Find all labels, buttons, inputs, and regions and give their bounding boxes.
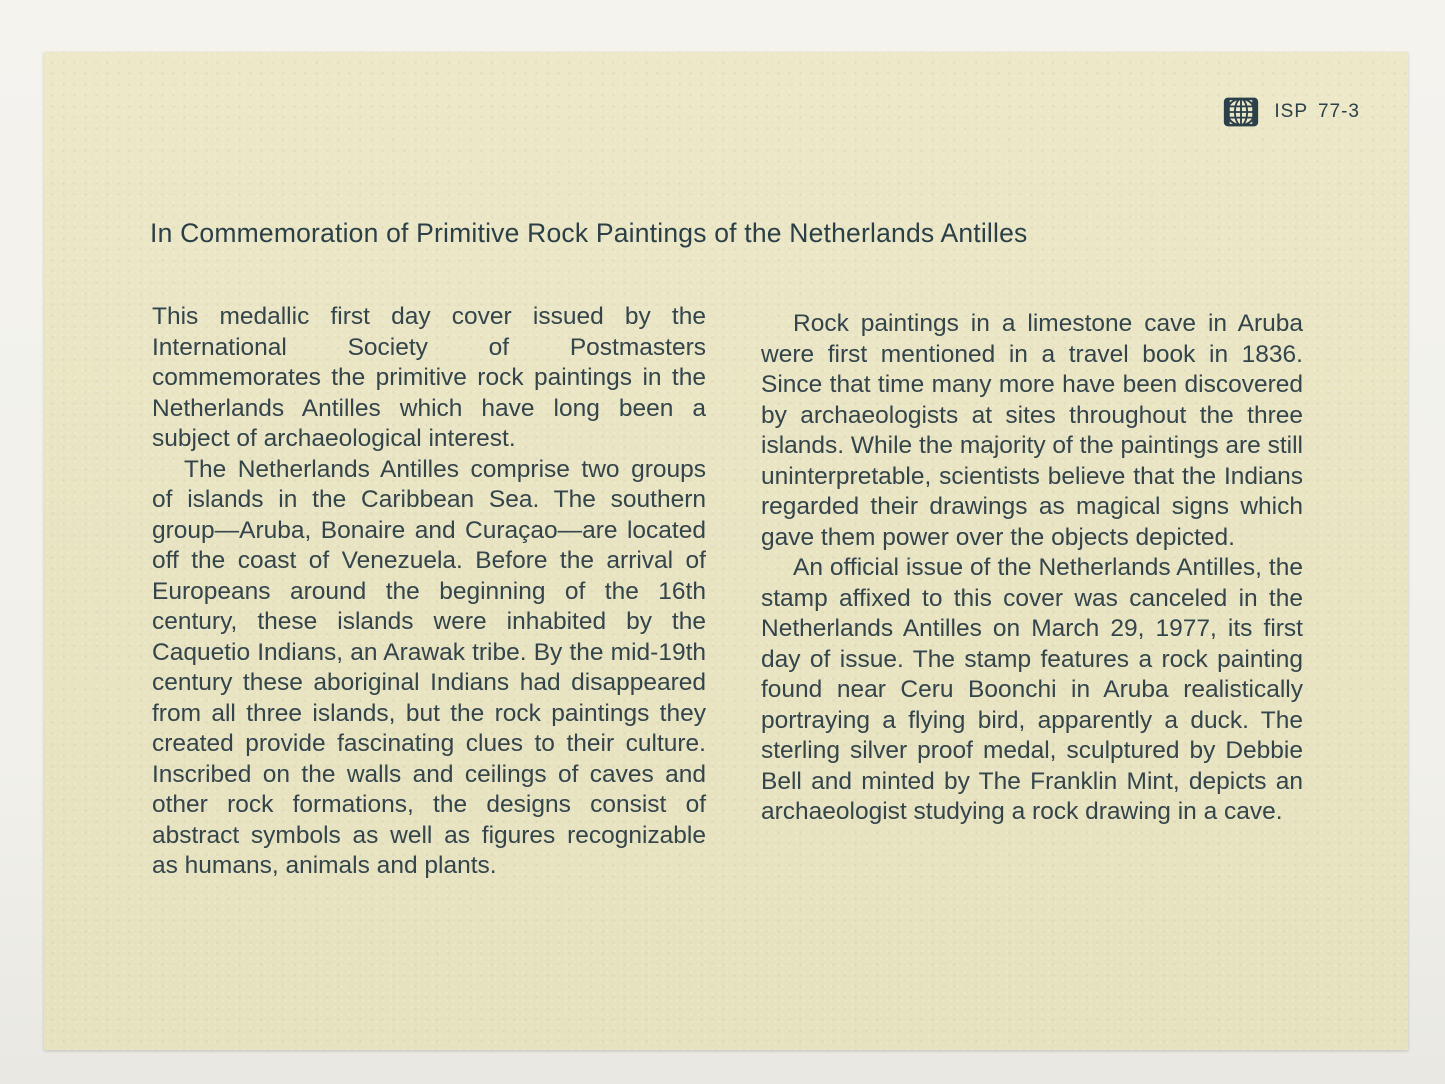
page-title: In Commemoration of Primitive Rock Paintings of the Netherlands Antilles <box>150 218 1028 248</box>
paragraph-intro: This medallic first day cover issued by the International Society of Postmasters commemorates the primitive rock paintings in the Netherlands Antilles which have long been a subject of archaeological interest. <box>152 303 706 452</box>
paragraph-stamp-medal: An official issue of the Netherlands Antilles, the stamp affixed to this cover was canceled in the Netherlands Antilles on March 29, 1977, its first day of issue. The stamp features a rock painting found near Ceru Boonchi in Aruba realistically portraying a flying bird, apparently a duck. The sterling silver proof medal, sculptured by Debbie Bell and minted by The Franklin Mint, depicts an archaeologist studying a rock drawing in a cave. <box>761 554 1303 825</box>
globe-logo-icon <box>1222 97 1260 127</box>
insert-card <box>44 52 1408 1050</box>
left-column <box>152 302 706 882</box>
paragraph-rock-paintings: Rock paintings in a limestone cave in Aruba were first mentioned in a travel book in 1836. Since that time many more have been discovered by archaeologists at sites throughout the three islands. While the majority of the paintings are still uninterpretable, scientists believe that the Indians regarded their drawings as magical signs which gave them power over the objects depicted. <box>761 310 1303 551</box>
catalog-code: ISP 77-3 <box>1274 101 1360 122</box>
right-column <box>761 309 1303 828</box>
publisher-mark <box>1222 97 1360 127</box>
paragraph-islands: The Netherlands Antilles comprise two groups of islands in the Caribbean Sea. The southern group—Aruba, Bonaire and Curaçao—are located off the coast of Venezuela. Before the arrival of Europeans around the beginning of the 16th century, these islands were inhabited by the Caquetio Indians, an Arawak tribe. By the mid-19th century these aboriginal Indians had disappeared from all three islands, but the rock paintings they created provide fascinating clues to their culture. Inscribed on the walls and ceilings of caves and other rock formations, the designs consist of abstract symbols as well as figures recognizable as humans, animals and plants. <box>152 455 706 879</box>
